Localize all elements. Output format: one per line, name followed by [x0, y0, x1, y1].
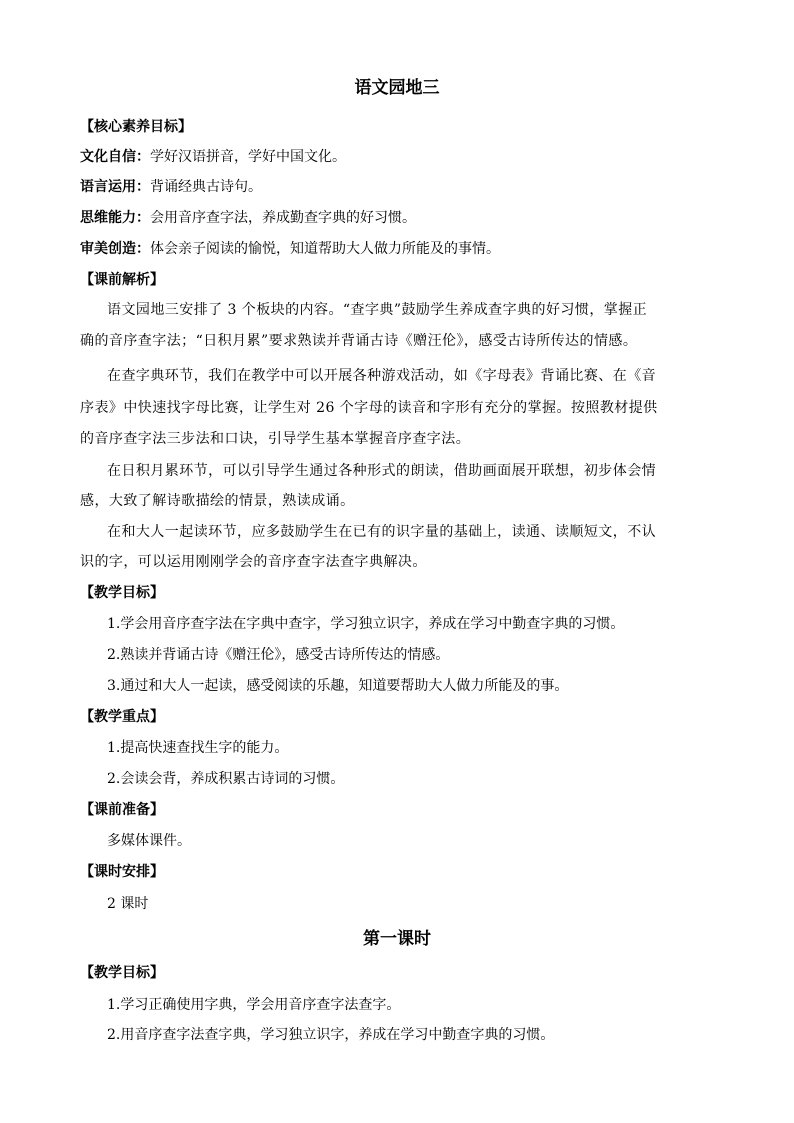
- core-goal-label: 审美创造：: [80, 241, 150, 257]
- lesson-goal-item: 1.学习正确使用字典，学会用音序查字法查字。: [107, 997, 401, 1013]
- core-goal-text: 学好汉语拼音，学好中国文化。: [150, 149, 346, 165]
- document-title: 语文园地三: [354, 78, 440, 98]
- core-goal-text: 会用音序查字法，养成勤查字典的好习惯。: [150, 210, 416, 226]
- analysis-line: 序表》中快速找字母比赛，让学生对 26 个字母的读音和字形有充分的掌握。按照教材提供: [80, 400, 658, 416]
- analysis-line: 在查字典环节，我们在教学中可以开展各种游戏活动，如《字母表》背诵比赛、在《音: [107, 368, 657, 384]
- teaching-goal-item: 1.学会用音序查字法在字典中查字，学习独立识字，养成在学习中勤查字典的习惯。: [107, 616, 625, 632]
- section-heading-core-goals: 【核心素养目标】: [80, 119, 192, 135]
- section-heading-analysis: 【课前解析】: [80, 272, 164, 288]
- core-goal-item: [80, 208, 740, 228]
- analysis-line: 感，大致了解诗歌描绘的情景，熟读成诵。: [80, 493, 355, 509]
- analysis-line: 语文园地三安排了 3 个板块的内容。“查字典”鼓励学生养成查字典的好习惯，掌握正: [107, 302, 648, 318]
- section-heading-lesson-goals: 【教学目标】: [80, 965, 164, 981]
- analysis-line: 确的音序查字法；“日积月累”要求熟读并背诵古诗《赠汪伦》，感受古诗所传达的情感。: [80, 333, 638, 349]
- key-point-item: 2.会读会背，养成积累古诗词的习惯。: [107, 771, 345, 787]
- section-heading-prep: 【课前准备】: [80, 802, 164, 818]
- analysis-line: 的音序查字法三步法和口诀，引导学生基本掌握音序查字法。: [80, 431, 471, 447]
- core-goal-label: 文化自信：: [80, 149, 150, 165]
- analysis-line: 在日积月累环节，可以引导学生通过各种形式的朗读，借助画面展开联想，初步体会情: [107, 463, 657, 479]
- core-goal-item: [80, 177, 740, 197]
- section-heading-key-points: 【教学重点】: [80, 709, 164, 725]
- core-goal-label: 思维能力：: [80, 210, 150, 226]
- core-goal-item: [80, 147, 740, 167]
- analysis-line: 在和大人一起读环节，应多鼓励学生在已有的识字量的基础上，读通、读顺短文，不认: [107, 524, 657, 540]
- teaching-goal-item: 3.通过和大人一起读，感受阅读的乐趣，知道要帮助大人做力所能及的事。: [107, 678, 569, 694]
- key-point-item: 1.提高快速查找生字的能力。: [107, 740, 289, 756]
- prep-text: 多媒体课件。: [107, 833, 191, 849]
- section-heading-teaching-goals: 【教学目标】: [80, 585, 164, 601]
- analysis-line: 识的字，可以运用刚刚学会的音序查字法查字典解决。: [80, 554, 427, 570]
- section-heading-schedule: 【课时安排】: [80, 864, 164, 880]
- lesson-title: 第一课时: [363, 929, 431, 949]
- core-goal-item: [80, 239, 740, 259]
- teaching-goal-item: 2.熟读并背诵古诗《赠汪伦》，感受古诗所传达的情感。: [107, 647, 450, 663]
- core-goal-text: 体会亲子阅读的愉悦，知道帮助大人做力所能及的事情。: [150, 241, 500, 257]
- core-goal-text: 背诵经典古诗句。: [150, 179, 262, 195]
- core-goal-label: 语言运用：: [80, 179, 150, 195]
- lesson-goal-item: 2.用音序查字法查字典，学习独立识字，养成在学习中勤查字典的习惯。: [107, 1027, 555, 1043]
- schedule-text: 2 课时: [107, 896, 149, 912]
